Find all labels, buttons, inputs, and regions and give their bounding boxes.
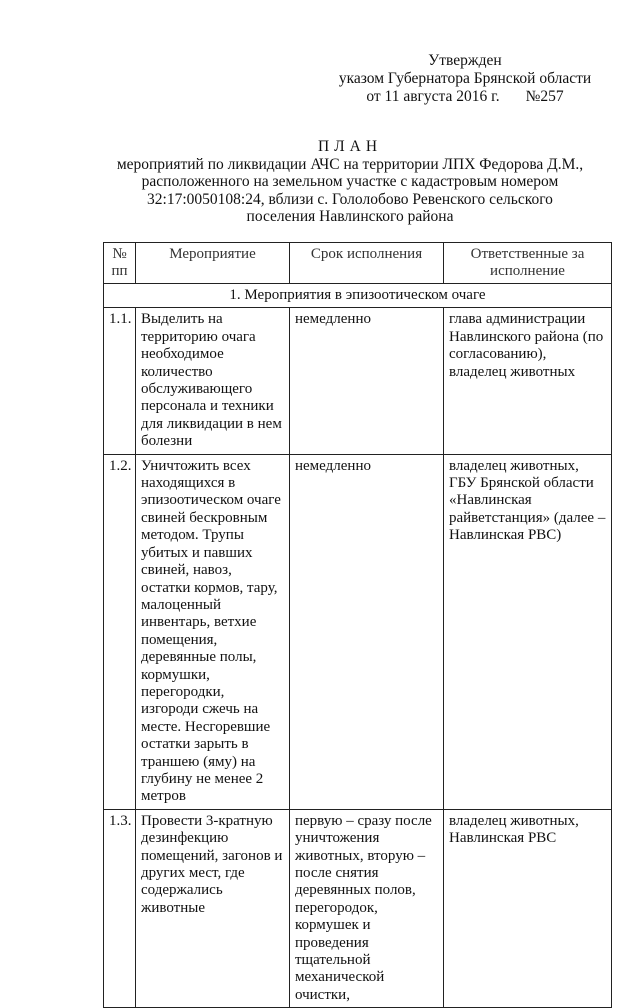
section-title: 1. Мероприятия в эпизоотическом очаге: [104, 284, 612, 308]
section-row: [104, 284, 612, 308]
plan-table: [103, 242, 612, 1008]
row-responsible: владелец животных, ГБУ Брянской области «Навлинская райветстанция» (далее – Навлинская РВС): [444, 454, 612, 809]
row-event: Уничтожить всех находящихся в эпизоотическом очаге свиней бескровным методом. Трупы убитых и павших свиней, навоз, остатки кормов, тару, малоценный инвентарь, ветхие помещения, деревянные полы, кормушки, перегородки, изгороди сжечь на месте. Несгоревшие остатки зарыть в траншею (яму) на глубину не менее 2 метров: [136, 454, 290, 809]
table-row: [104, 809, 612, 1007]
header-responsible: Ответственные за исполнение: [444, 243, 612, 284]
row-num: 1.1.: [104, 308, 136, 454]
title-line-3: 32:17:0050108:24, вблизи с. Гололобово Ревенского сельского: [147, 190, 553, 208]
header-num: № пп: [104, 243, 136, 284]
approval-line-1: Утвержден: [428, 52, 502, 69]
header-event: Мероприятие: [136, 243, 290, 284]
row-event: Провести 3-кратную дезинфекцию помещений, загонов и других мест, где содержались животные: [136, 809, 290, 1007]
approval-date: от 11 августа 2016 г.: [366, 88, 500, 105]
approval-line-2: указом Губернатора Брянской области: [338, 70, 592, 87]
approval-date-row: [320, 88, 610, 106]
row-term: немедленно: [290, 308, 444, 454]
row-num: 1.3.: [104, 809, 136, 1007]
row-event: Выделить на территорию очага необходимое количество обслуживающего персонала и техники для ликвидации в нем болезни: [136, 308, 290, 454]
table-row: [104, 454, 612, 809]
title-line-1: мероприятий по ликвидации АЧС на территории ЛПХ Федорова Д.М.,: [116, 155, 584, 173]
row-num: 1.2.: [104, 454, 136, 809]
row-responsible: владелец животных, Навлинская РВС: [444, 809, 612, 1007]
plan-heading: ПЛАН: [317, 138, 383, 155]
row-term: немедленно: [290, 454, 444, 809]
row-term: первую – сразу после уничтожения животных, вторую – после снятия деревянных полов, перегородок, кормушек и проведения тщательной механической очистки,: [290, 809, 444, 1007]
row-responsible: глава администрации Навлинского района (по согласованию), владелец животных: [444, 308, 612, 454]
header-term: Срок исполнения: [290, 243, 444, 284]
approval-number: №257: [525, 88, 564, 105]
document-title: [100, 138, 600, 226]
title-line-4: поселения Навлинского района: [246, 208, 454, 225]
title-line-2: расположенного на земельном участке с кадастровым номером: [141, 173, 559, 190]
table-header-row: [104, 243, 612, 284]
table-row: [104, 308, 612, 454]
approval-stamp: [320, 52, 610, 106]
